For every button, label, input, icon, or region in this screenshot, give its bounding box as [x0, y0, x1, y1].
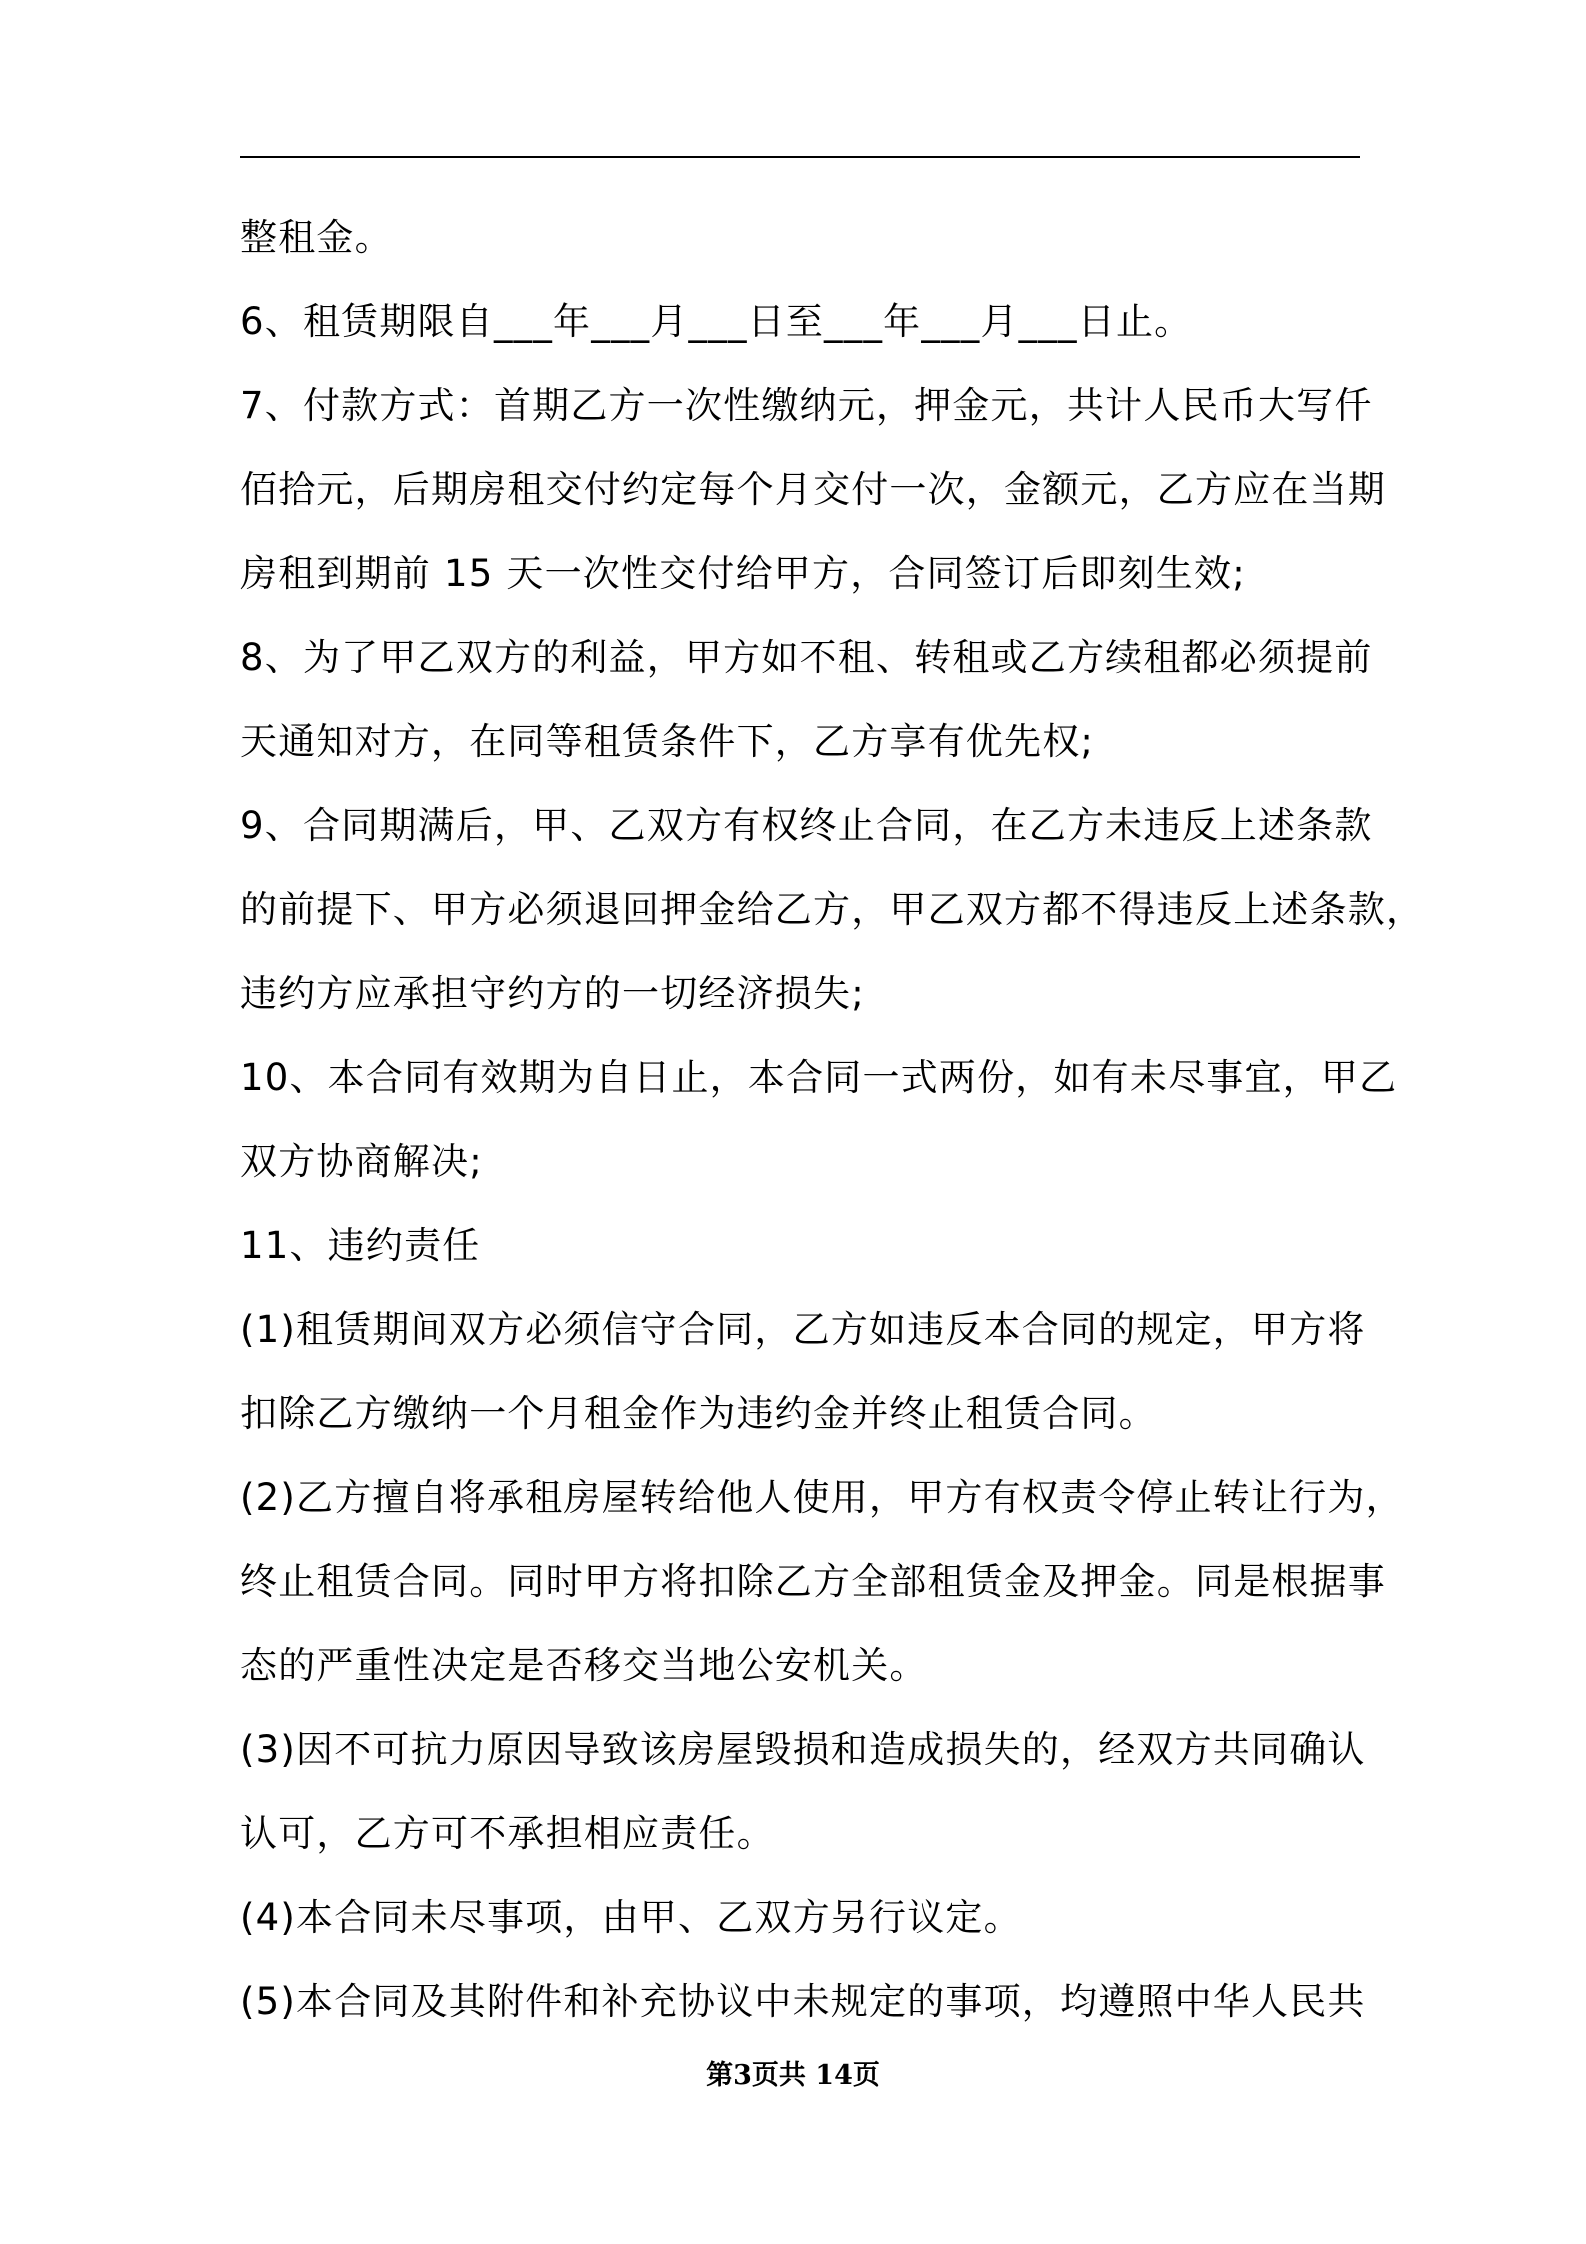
text-line: (4)本合同未尽事项，由甲、乙双方另行议定。 — [240, 1896, 1022, 1939]
text-line: 态的严重性决定是否移交当地公安机关。 — [240, 1644, 928, 1687]
text-line: 8、为了甲乙双方的利益，甲方如不租、转租或乙方续租都必须提前 — [240, 636, 1373, 679]
text-line: (3)因不可抗力原因导致该房屋毁损和造成损失的，经双方共同确认 — [240, 1728, 1366, 1771]
text-line: 违约方应承担守约方的一切经济损失; — [240, 972, 865, 1015]
text-line: 双方协商解决; — [240, 1140, 483, 1183]
text-line: 整租金。 — [240, 216, 393, 259]
text-line: 11、违约责任 — [240, 1224, 481, 1267]
text-line: (1)租赁期间双方必须信守合同，乙方如违反本合同的规定，甲方将 — [240, 1308, 1366, 1351]
text-line: 7、付款方式：首期乙方一次性缴纳元，押金元，共计人民币大写仟 — [240, 384, 1373, 427]
text-line: 扣除乙方缴纳一个月租金作为违约金并终止租赁合同。 — [240, 1392, 1157, 1435]
text-line: 10、本合同有效期为自日止，本合同一式两份，如有未尽事宜，甲乙 — [240, 1056, 1398, 1099]
text-line: 9、合同期满后，甲、乙双方有权终止合同，在乙方未违反上述条款 — [240, 804, 1373, 847]
header-rule — [240, 156, 1360, 158]
text-line: 房租到期前 15 天一次性交付给甲方，合同签订后即刻生效; — [240, 552, 1246, 595]
text-line: (5)本合同及其附件和补充协议中未规定的事项，均遵照中华人民共 — [240, 1980, 1366, 2023]
text-line: 认可，乙方可不承担相应责任。 — [240, 1812, 775, 1855]
text-line: (2)乙方擅自将承租房屋转给他人使用，甲方有权责令停止转让行为， — [240, 1476, 1404, 1519]
text-line: 6、租赁期限自___年___月___日至___年___月___日止。 — [240, 300, 1193, 343]
text-line: 天通知对方，在同等租赁条件下，乙方享有优先权; — [240, 720, 1095, 763]
contract-body — [240, 196, 1425, 2044]
text-line: 终止租赁合同。同时甲方将扣除乙方全部租赁金及押金。同是根据事 — [240, 1560, 1386, 1603]
text-line: 佰拾元，后期房租交付约定每个月交付一次，金额元，乙方应在当期 — [240, 468, 1386, 511]
text-line: 的前提下、甲方必须退回押金给乙方，甲乙双方都不得违反上述条款， — [240, 888, 1425, 931]
page-number: 第3页共 14页 — [706, 2060, 880, 2091]
